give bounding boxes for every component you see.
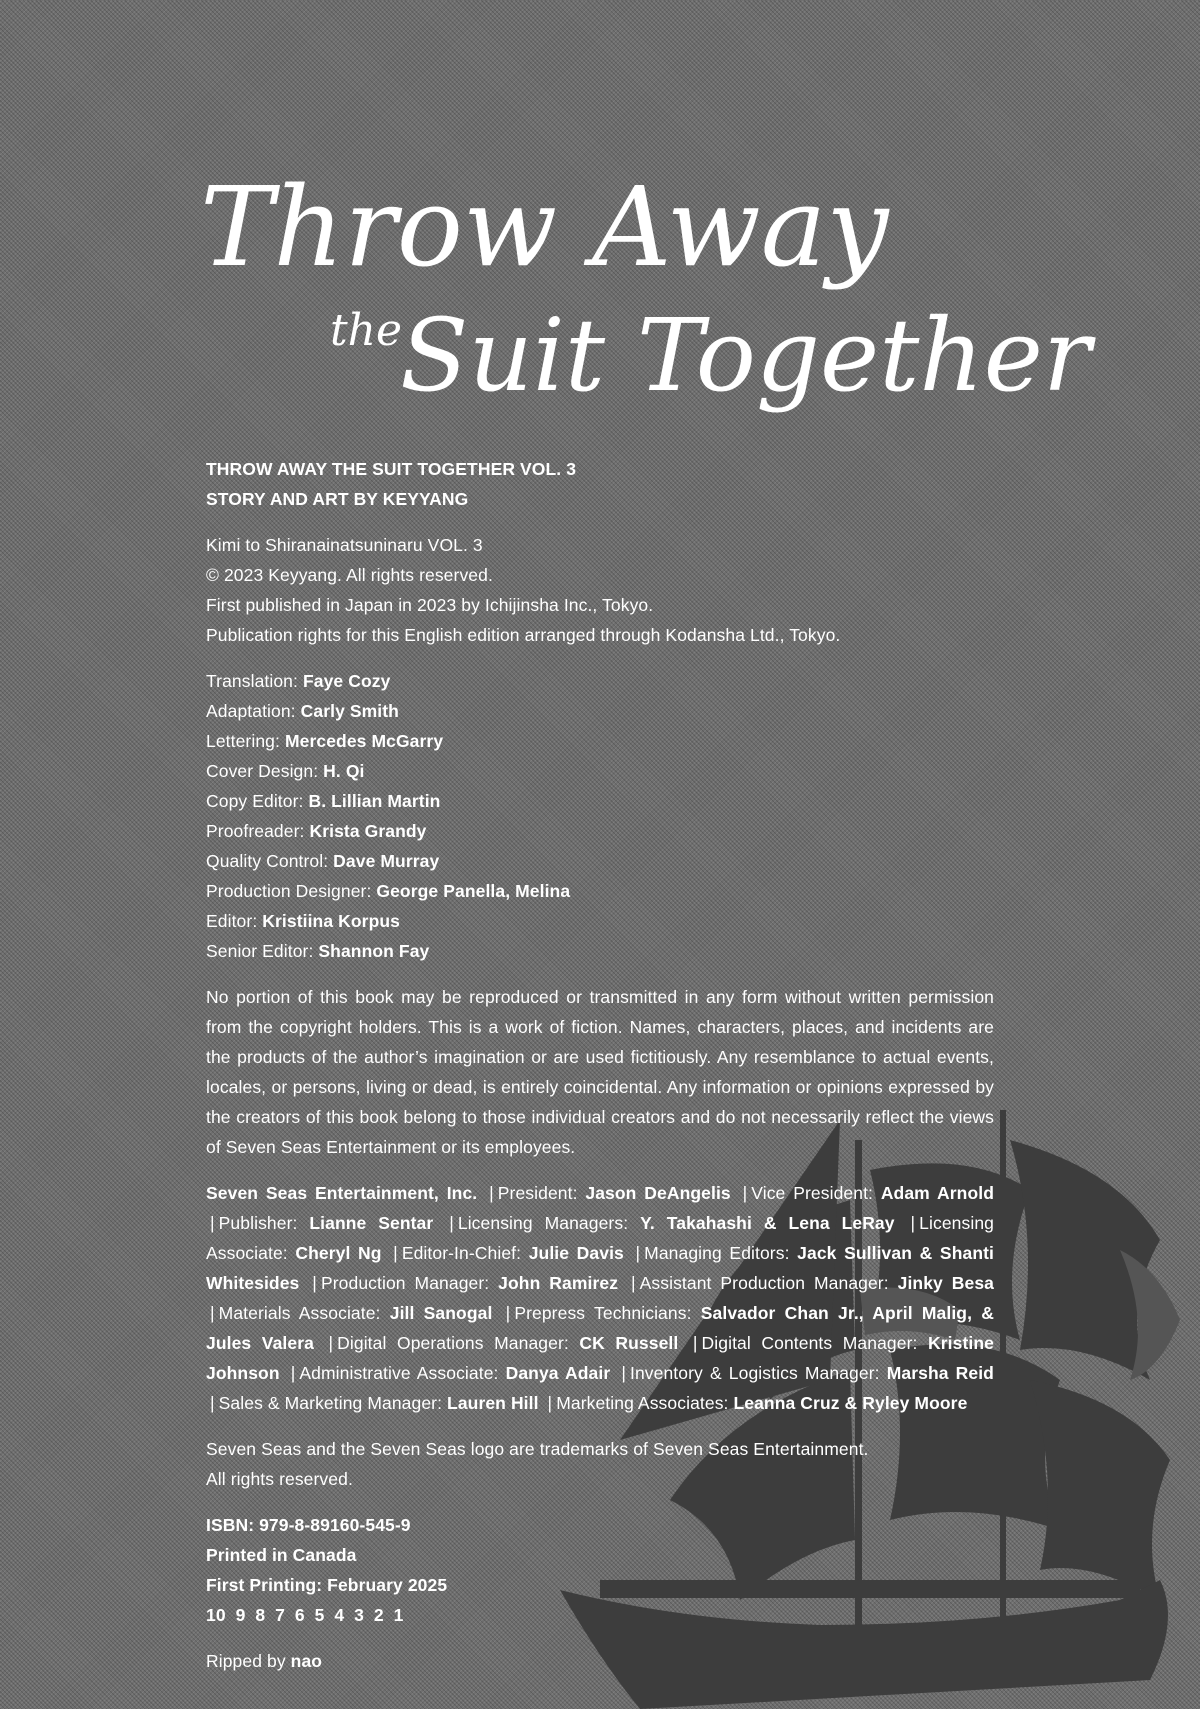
- staff-row: Translation: Faye Cozy: [206, 671, 391, 691]
- ripper-name: nao: [290, 1651, 323, 1671]
- company-role-label: Licensing Associate:: [206, 1213, 994, 1263]
- company-role-label: Prepress Technicians:: [514, 1303, 701, 1323]
- company-role-label: Managing Editors:: [644, 1243, 798, 1263]
- credit-separator: |: [692, 1333, 698, 1353]
- first-printing: First Printing: February 2025: [206, 1575, 448, 1595]
- staff-row: Senior Editor: Shannon Fay: [206, 941, 430, 961]
- company-role-label: Assistant Production Manager:: [639, 1273, 898, 1293]
- credit-separator: |: [635, 1243, 641, 1263]
- ripped-prefix: Ripped by: [206, 1651, 291, 1671]
- company-role-name: Danya Adair: [505, 1363, 611, 1383]
- staff-row: Proofreader: Krista Grandy: [206, 821, 427, 841]
- copyright-line: © 2023 Keyyang. All rights reserved.: [206, 565, 493, 585]
- staff-row: Copy Editor: B. Lillian Martin: [206, 791, 441, 811]
- company-role-label: Administrative Associate:: [299, 1363, 506, 1383]
- company-role-label: Sales & Marketing Manager:: [218, 1393, 448, 1413]
- isbn: ISBN: 979-8-89160-545-9: [206, 1515, 411, 1535]
- credit-separator: |: [489, 1183, 494, 1203]
- company-role-name: Jack Sullivan & Shanti Whitesides: [206, 1243, 995, 1293]
- company-role-name: Jason DeAngelis: [585, 1183, 731, 1203]
- credit-separator: |: [210, 1303, 215, 1323]
- company-role-label: President:: [497, 1183, 586, 1203]
- trademark-line: Seven Seas and the Seven Seas logo are trademarks of Seven Seas Entertainment.: [206, 1439, 869, 1459]
- company-role-name: Jinky Besa: [897, 1273, 994, 1293]
- company-role-label: Digital Operations Manager:: [337, 1333, 580, 1353]
- printed-in: Printed in Canada: [206, 1545, 357, 1565]
- trademark-notice: [206, 1434, 994, 1494]
- company-role-label: Digital Contents Manager:: [701, 1333, 929, 1353]
- book-byline: STORY AND ART BY KEYYANG: [206, 489, 469, 509]
- company-role-name: John Ramirez: [498, 1273, 619, 1293]
- staff-row: Adaptation: Carly Smith: [206, 701, 399, 721]
- original-title: Kimi to Shiranainatsuninaru VOL. 3: [206, 535, 483, 555]
- logo-line2: Suit Together: [400, 297, 1091, 414]
- staff-row: Quality Control: Dave Murray: [206, 851, 440, 871]
- company-role-name: Salvador Chan Jr., April Malig, & Jules Valera: [206, 1303, 994, 1353]
- company-role-name: Jill Sanogal: [389, 1303, 493, 1323]
- credit-separator: |: [910, 1213, 916, 1233]
- credit-separator: |: [210, 1393, 215, 1413]
- company-role-name: Leanna Cruz & Ryley Moore: [733, 1393, 968, 1413]
- staff-row: Lettering: Mercedes McGarry: [206, 731, 444, 751]
- copyright-content: [206, 454, 994, 1692]
- company-role-name: Y. Takahashi & Lena LeRay: [640, 1213, 895, 1233]
- company-role-name: Marsha Reid: [886, 1363, 994, 1383]
- company-role-name: Lauren Hill: [447, 1393, 539, 1413]
- staff-credits: [206, 666, 994, 966]
- company-role-label: Publisher:: [218, 1213, 310, 1233]
- company-role-name: Cheryl Ng: [295, 1243, 382, 1263]
- staff-row: Production Designer: George Panella, Melina: [206, 881, 571, 901]
- company-name: Seven Seas Entertainment, Inc.: [206, 1183, 478, 1203]
- book-header: [206, 454, 994, 514]
- company-roles: [206, 1183, 994, 1413]
- company-role-label: Marketing Associates:: [556, 1393, 734, 1413]
- logo-small-word: the: [330, 305, 403, 356]
- company-role-name: Lianne Sentar: [309, 1213, 434, 1233]
- company-role-label: Materials Associate:: [218, 1303, 390, 1323]
- credit-separator: |: [630, 1273, 636, 1293]
- print-numbers: 10 9 8 7 6 5 4 3 2 1: [206, 1605, 404, 1625]
- printing-info: [206, 1510, 994, 1630]
- ripped-by: [206, 1646, 994, 1676]
- company-credits: [206, 1178, 994, 1418]
- logo-line1: Throw Away: [200, 163, 889, 291]
- disclaimer-paragraph: No portion of this book may be reproduced or transmitted in any form without written permission from the copyright holders. This is a work of fiction. Names, characters, places, and incidents are the products of the author’s imagination or are used fictitiously. Any resemblance to actual events, locales, or persons, living or dead, is entirely coincidental. Any information or opinions expressed by the creators of this book belong to those individual creators and do not necessarily reflect the views of Seven Seas Entertainment or its employees.: [206, 987, 994, 1157]
- company-role-name: Kristine Johnson: [206, 1333, 994, 1383]
- credit-separator: |: [312, 1273, 317, 1293]
- staff-row: Editor: Kristiina Korpus: [206, 911, 400, 931]
- credit-separator: |: [505, 1303, 511, 1323]
- trademark-rights-line: All rights reserved.: [206, 1469, 353, 1489]
- company-role-name: CK Russell: [579, 1333, 679, 1353]
- first-published-line: First published in Japan in 2023 by Ichijinsha Inc., Tokyo.: [206, 595, 654, 615]
- book-title: THROW AWAY THE SUIT TOGETHER VOL. 3: [206, 459, 577, 479]
- publication-info: [206, 530, 994, 650]
- rights-line: Publication rights for this English edition arranged through Kodansha Ltd., Tokyo.: [206, 625, 841, 645]
- credit-separator: |: [290, 1363, 296, 1383]
- company-role-name: Julie Davis: [528, 1243, 624, 1263]
- credit-separator: |: [449, 1213, 454, 1233]
- credit-separator: |: [328, 1333, 334, 1353]
- credit-separator: |: [742, 1183, 748, 1203]
- company-role-label: Licensing Managers:: [457, 1213, 641, 1233]
- credit-separator: |: [621, 1363, 626, 1383]
- company-role-name: Adam Arnold: [880, 1183, 994, 1203]
- company-role-label: Vice President:: [751, 1183, 881, 1203]
- company-role-label: Editor-In-Chief:: [401, 1243, 529, 1263]
- company-role-label: Inventory & Logistics Manager:: [630, 1363, 887, 1383]
- company-role-label: Production Manager:: [320, 1273, 499, 1293]
- credit-separator: |: [393, 1243, 398, 1263]
- title-logo: [200, 160, 1091, 430]
- credit-separator: |: [547, 1393, 553, 1413]
- credit-separator: |: [210, 1213, 215, 1233]
- staff-row: Cover Design: H. Qi: [206, 761, 365, 781]
